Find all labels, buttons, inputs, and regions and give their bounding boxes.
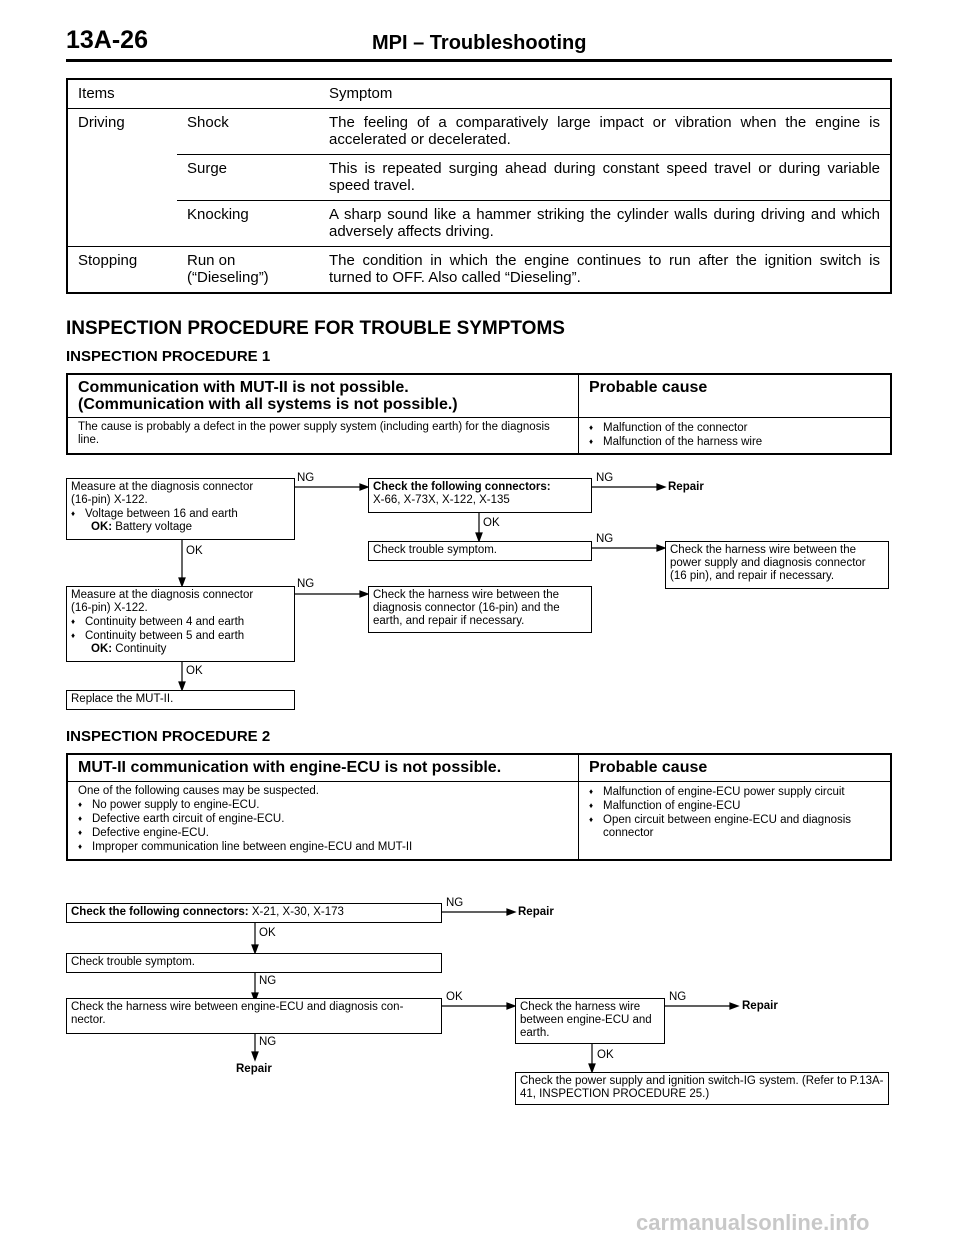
cause-item: ♦ Open circuit between engine-ECU and diagnosis connector bbox=[589, 813, 880, 840]
ng-label: NG bbox=[297, 472, 315, 484]
box-title: Check the following connectors: bbox=[373, 481, 551, 493]
box-text: (16-pin) X-122. bbox=[71, 602, 148, 614]
repair-label: Repair bbox=[518, 906, 554, 918]
ng-label: NG bbox=[446, 897, 464, 909]
ng-label: NG bbox=[297, 578, 315, 590]
cause-item: ♦ Malfunction of engine-ECU bbox=[589, 799, 880, 813]
ng-label: NG bbox=[596, 472, 614, 484]
proc2-causes bbox=[579, 782, 890, 859]
repair-label: Repair bbox=[236, 1063, 272, 1075]
proc1-title-line1: Communication with MUT-II is not possible. bbox=[78, 379, 409, 396]
box-text: Measure at the diagnosis connector bbox=[71, 589, 254, 601]
proc1-description: The cause is probably a defect in the power supply system (including earth) for the diagnosis line. bbox=[68, 418, 579, 453]
ng-label: NG bbox=[259, 1036, 277, 1048]
table-cell-symptom: A sharp sound like a hammer striking the cylinder walls during driving and which adversely affects driving. bbox=[319, 201, 891, 247]
proc2-intro: One of the following causes may be suspected. bbox=[78, 785, 320, 797]
table-cell-group: Driving bbox=[67, 109, 177, 247]
repair-label: Repair bbox=[668, 481, 704, 493]
flow2-check-connectors-box bbox=[66, 903, 442, 923]
box-text: X-21, X-30, X-173 bbox=[251, 906, 344, 918]
table-header-items: Items bbox=[67, 79, 319, 109]
ok-label: OK bbox=[259, 927, 276, 939]
box-text: Measure at the diagnosis connector bbox=[71, 481, 254, 493]
proc2-title: MUT-II communication with engine-ECU is not possible. bbox=[68, 755, 579, 781]
flow1-check-connectors-box bbox=[368, 478, 592, 513]
proc1-title-line2: (Communication with all systems is not possible.) bbox=[78, 396, 458, 413]
table-header-symptom: Symptom bbox=[319, 79, 891, 109]
ok-label: OK bbox=[186, 665, 203, 677]
cause-item: ♦ Malfunction of the harness wire bbox=[589, 435, 880, 449]
table-cell-item: Surge bbox=[177, 155, 319, 201]
table-cell-item: Run on (“Dieseling”) bbox=[187, 252, 269, 286]
ok-label: OK bbox=[186, 545, 203, 557]
watermark: carmanualsonline.info bbox=[636, 1210, 870, 1235]
flow2-check-symptom-box: Check trouble symptom. bbox=[66, 953, 442, 973]
proc2-heading: INSPECTION PROCEDURE 2 bbox=[66, 728, 271, 745]
ok-label: OK bbox=[597, 1049, 614, 1061]
box-bullet: ♦ Voltage between 16 and earth bbox=[71, 507, 290, 521]
ng-label: NG bbox=[596, 533, 614, 545]
flow1-check-symptom-box: Check trouble symptom. bbox=[368, 541, 592, 561]
table-cell-symptom: The condition in which the engine continues to run after the ignition switch is turned to OFF. Also called “Dieseling”. bbox=[329, 252, 880, 286]
proc2-cause-header: Probable cause bbox=[589, 759, 708, 776]
ng-label: NG bbox=[669, 991, 687, 1003]
table-cell-item: Shock bbox=[177, 109, 319, 155]
flow1-harness-power-box: Check the harness wire between the power supply and diagnosis connector (16 pin), and repair if necessary. bbox=[665, 541, 889, 589]
cause-item: ♦ Malfunction of engine-ECU power supply circuit bbox=[589, 785, 880, 799]
ok-value: Battery voltage bbox=[115, 521, 193, 533]
box-bullet: ♦ Continuity between 5 and earth bbox=[71, 629, 290, 643]
flow1-harness-earth-box: Check the harness wire between the diagnosis connector (16-pin) and the earth, and repair if necessary. bbox=[368, 586, 592, 633]
suspect-item: ♦ Defective engine-ECU. bbox=[78, 826, 568, 840]
flow2-harness-earth-box: Check the harness wire between engine-ECU and earth. bbox=[515, 998, 665, 1044]
suspect-item: ♦ Defective earth circuit of engine-ECU. bbox=[78, 812, 568, 826]
flow1-replace-mut-box: Replace the MUT-II. bbox=[66, 690, 295, 710]
ok-label: OK bbox=[483, 517, 500, 529]
box-text: X-66, X-73X, X-122, X-135 bbox=[373, 494, 510, 506]
cause-item: ♦ Malfunction of the connector bbox=[589, 421, 880, 435]
table-cell-item: Knocking bbox=[177, 201, 319, 247]
flow2-harness-diag-box: Check the harness wire between engine-ECU and diagnosis con- nector. bbox=[66, 998, 442, 1034]
ok-value: Continuity bbox=[115, 643, 167, 655]
suspect-item: ♦ Improper communication line between engine-ECU and MUT-II bbox=[78, 840, 568, 854]
box-text: (16-pin) X-122. bbox=[71, 494, 148, 506]
flow2-power-supply-box: Check the power supply and ignition switch-IG system. (Refer to P.13A-41, INSPECTION PROCEDURE 25.) bbox=[515, 1072, 889, 1105]
flow1-measure-continuity-box bbox=[66, 586, 295, 662]
ok-label: OK bbox=[446, 991, 463, 1003]
table-cell-symptom: This is repeated surging ahead during constant speed travel or during variable speed travel. bbox=[319, 155, 891, 201]
ok-label: OK: bbox=[91, 521, 113, 533]
page-number: 13A-26 bbox=[66, 26, 148, 54]
repair-label: Repair bbox=[742, 1000, 778, 1012]
section-title: INSPECTION PROCEDURE FOR TROUBLE SYMPTOMS bbox=[66, 318, 565, 339]
box-bullet: ♦ Continuity between 4 and earth bbox=[71, 615, 290, 629]
page-title: MPI – Troubleshooting bbox=[372, 32, 587, 54]
box-title: Check the following connectors: bbox=[71, 906, 249, 918]
proc2-suspects bbox=[68, 782, 579, 859]
proc1-cause-header: Probable cause bbox=[589, 379, 708, 396]
table-cell-group: Stopping bbox=[78, 252, 138, 269]
proc2-box bbox=[66, 753, 892, 861]
table-cell-symptom: The feeling of a comparatively large impact or vibration when the engine is accelerated or decelerated. bbox=[319, 109, 891, 155]
ok-label: OK: bbox=[91, 643, 113, 655]
flow1-measure-voltage-box bbox=[66, 478, 295, 540]
proc1-heading: INSPECTION PROCEDURE 1 bbox=[66, 348, 271, 365]
ng-label: NG bbox=[259, 975, 277, 987]
suspect-item: ♦ No power supply to engine-ECU. bbox=[78, 798, 568, 812]
